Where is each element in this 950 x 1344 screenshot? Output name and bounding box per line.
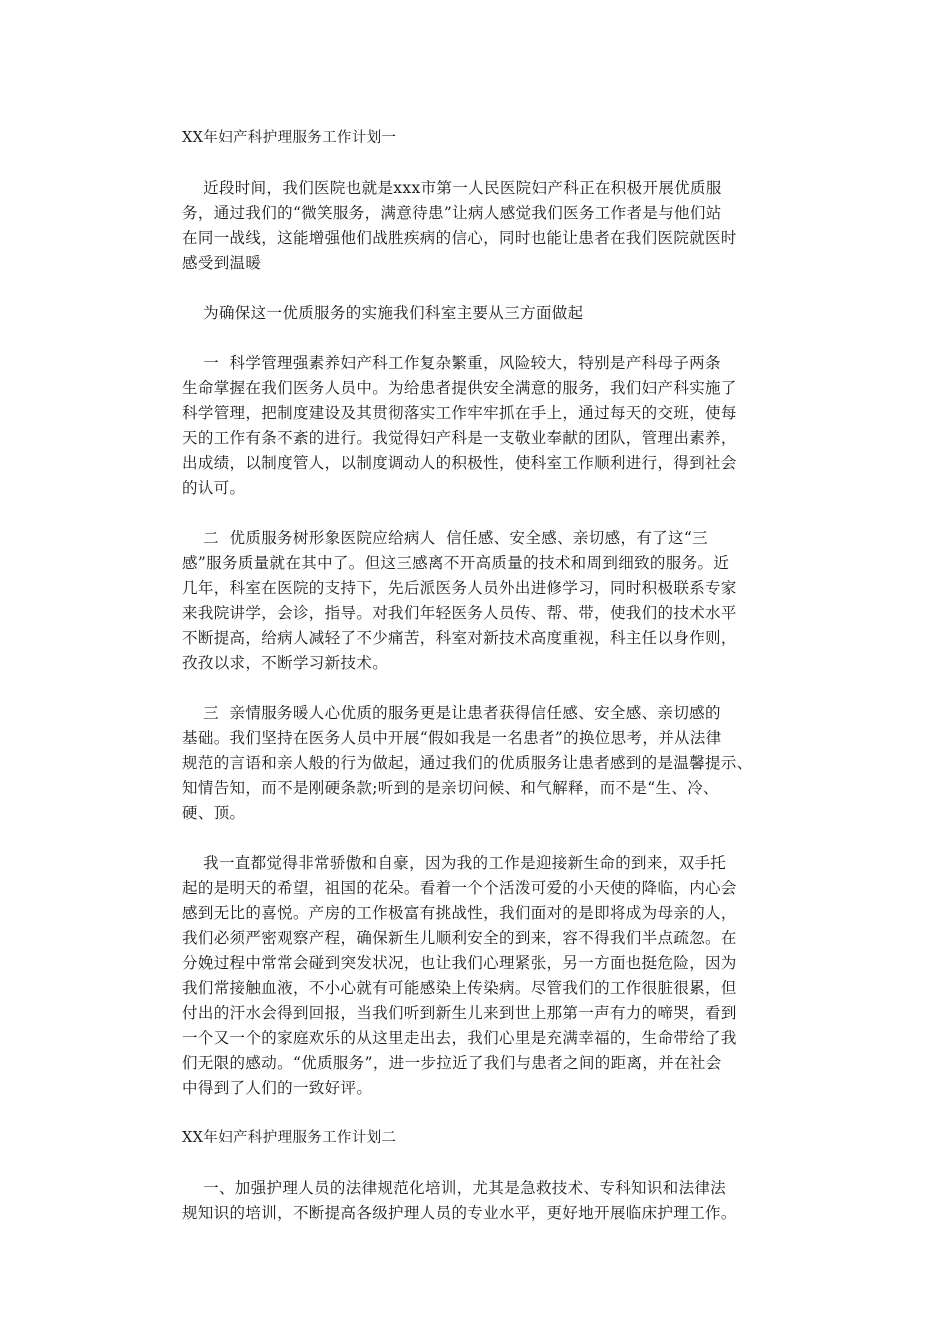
section-three-line: 基础。我们坚持在医务人员中开展“假如我是一名患者”的换位思考，并从法律 bbox=[182, 729, 722, 747]
section-two-line: 不断提高，给病人减轻了不少痛苦，科室对新技术高度重视，科主任以身作则， bbox=[182, 629, 737, 647]
section-one-line: 出成绩，以制度管人，以制度调动人的积极性，使科室工作顺利进行，得到社会 bbox=[182, 454, 737, 472]
intro-line: 务，通过我们的“微笑服务，满意待患”让病人感觉我们医务工作者是与他们站 bbox=[182, 204, 722, 222]
section-four-line: 分娩过程中常常会碰到突发状况，也让我们心理紧张，另一方面也挺危险，因为 bbox=[182, 954, 737, 972]
plan-two-line: 一、加强护理人员的法律规范化培训，尤其是急救技术、专科知识和法律法 bbox=[182, 1179, 727, 1197]
plan-two-title: XX年妇产科护理服务工作计划二 bbox=[182, 1130, 397, 1146]
section-two-line: 孜孜以求，不断学习新技术。 bbox=[182, 654, 389, 672]
section-one-line: 科学管理，把制度建设及其贯彻落实工作牢牢抓在手上，通过每天的交班，使每 bbox=[182, 404, 737, 422]
lead-paragraph: 为确保这一优质服务的实施我们科室主要从三方面做起 bbox=[182, 304, 584, 322]
section-one-line: 生命掌握在我们医务人员中。为给患者提供安全满意的服务，我们妇产科实施了 bbox=[182, 379, 737, 397]
section-four-line: 起的是明天的希望，祖国的花朵。看着一个个活泼可爱的小天使的降临，内心会 bbox=[182, 879, 737, 897]
plan-two-line: 规知识的培训，不断提高各级护理人员的专业水平，更好地开展临床护理工作。 bbox=[182, 1204, 737, 1222]
section-four-line: 付出的汗水会得到回报，当我们听到新生儿来到世上那第一声有力的啼哭，看到 bbox=[182, 1004, 737, 1022]
intro-line: 近段时间，我们医院也就是xxx市第一人民医院妇产科正在积极开展优质服 bbox=[182, 179, 722, 197]
section-three-line: 硬、顶。 bbox=[182, 804, 246, 822]
intro-line: 在同一战线，这能增强他们战胜疾病的信心，同时也能让患者在我们医院就医时 bbox=[182, 229, 737, 247]
section-one-line: 的认可。 bbox=[182, 479, 246, 497]
intro-line: 感受到温暖 bbox=[182, 254, 262, 272]
section-two-line: 感”服务质量就在其中了。但这三感离不开高质量的技术和周到细致的服务。近 bbox=[182, 554, 730, 572]
section-two-line: 来我院讲学，会诊，指导。对我们年轻医务人员传、帮、带，使我们的技术水平 bbox=[182, 604, 737, 622]
section-two-line: 几年，科室在医院的支持下，先后派医务人员外出进修学习，同时积极联系专家 bbox=[182, 579, 737, 597]
section-four-line: 们无限的感动。“优质服务”，进一步拉近了我们与患者之间的距离，并在社会 bbox=[182, 1054, 722, 1072]
section-four-line: 一个又一个的家庭欢乐的从这里走出去，我们心里是充满幸福的，生命带给了我 bbox=[182, 1029, 737, 1047]
section-four-line: 我一直都觉得非常骄傲和自豪，因为我的工作是迎接新生命的到来，双手托 bbox=[182, 854, 727, 872]
section-one-line: 一 科学管理强素养妇产科工作复杂繁重，风险较大，特别是产科母子两条 bbox=[182, 354, 721, 372]
section-three-line: 规范的言语和亲人般的行为做起，通过我们的优质服务让患者感到的是温馨提示、 bbox=[182, 754, 753, 772]
section-four-line: 我们常接触血液，不小心就有可能感染上传染病。尽管我们的工作很脏很累，但 bbox=[182, 979, 737, 997]
section-four-line: 我们必须严密观察产程，确保新生儿顺利安全的到来，容不得我们半点疏忽。在 bbox=[182, 929, 737, 947]
section-two-line: 二 优质服务树形象医院应给病人 信任感、安全感、亲切感，有了这“三 bbox=[182, 529, 708, 547]
section-one-line: 天的工作有条不紊的进行。我觉得妇产科是一支敬业奉献的团队，管理出素养， bbox=[182, 429, 737, 447]
section-four-line: 感到无比的喜悦。产房的工作极富有挑战性，我们面对的是即将成为母亲的人， bbox=[182, 904, 737, 922]
plan-one-title: XX年妇产科护理服务工作计划一 bbox=[182, 130, 397, 146]
section-three-line: 知情告知，而不是刚硬条款;听到的是亲切问候、和气解释，而不是“生、冷、 bbox=[182, 779, 719, 797]
section-three-line: 三 亲情服务暖人心优质的服务更是让患者获得信任感、安全感、亲切感的 bbox=[182, 704, 721, 722]
section-four-line: 中得到了人们的一致好评。 bbox=[182, 1079, 373, 1097]
